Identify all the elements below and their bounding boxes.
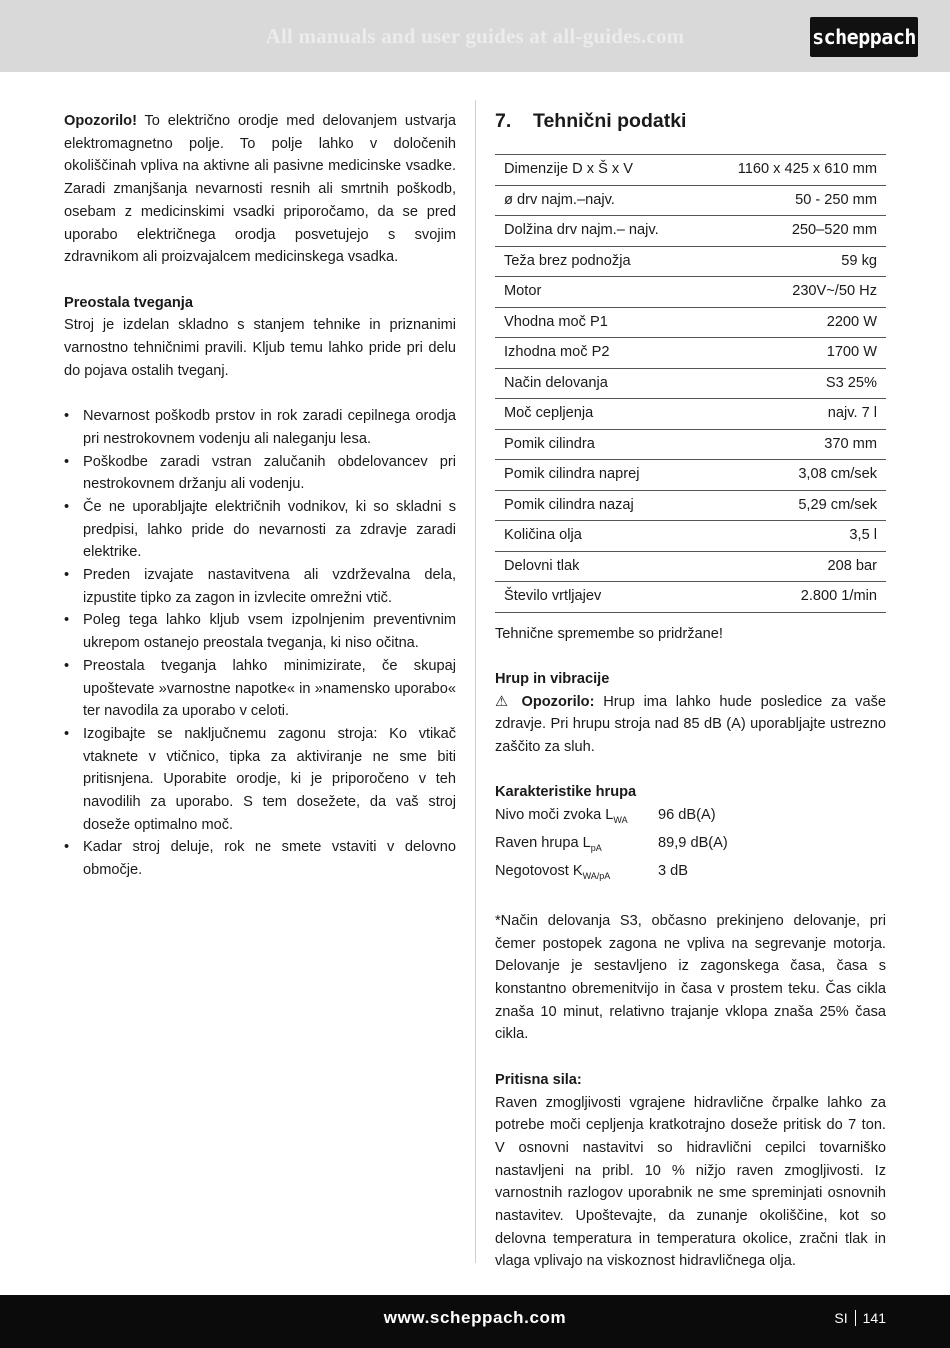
spec-label: Izhodna moč P2: [495, 338, 705, 369]
warning-text: To električno orodje med delovanjem ustvarja elektromagnetno polje. To polje lahko v določenih okoliščinah vpliva na aktivne ali pasivne medicinske vsadke. Zaradi zmanjšanja nevarnosti resnih ali smrtnih poškodb, osebam z medicinskimi vsadki priporočamo, da se pred uporabo električnega orodja posvetujejo s svojim zdravnikom ali proizvajalcem medicinskega vsadka.: [64, 113, 456, 266]
spec-label: Vhodna moč P1: [495, 307, 705, 338]
noise-row: [495, 832, 886, 860]
residual-risks-text: Stroj je izdelan skladno s stanjem tehnike in priznanimi varnostno tehničnimi pravili. Kljub temu lahko pride pri delu do pojava ostalih tveganj.: [64, 317, 456, 379]
spacer: [495, 887, 886, 910]
header-bar: [0, 0, 950, 72]
list-item: • Če ne uporabljajte električnih vodnikov, ki so skladni s predpisi, lahko pride do nevarnosti za zdravje zaradi elektrike.: [64, 496, 456, 564]
spec-label: Delovni tlak: [495, 551, 705, 582]
spec-value: najv. 7 l: [705, 399, 886, 430]
watermark-text: All manuals and user guides at all-guides.com: [265, 24, 685, 48]
spec-label: ø drv najm.–najv.: [495, 185, 705, 216]
list-item: • Preostala tveganja lahko minimizirate, če skupaj upoštevate »varnostne napotke« in »namensko uporabo« ter navodila za uporabo v celoti.: [64, 655, 456, 723]
noise-label-text: Raven hrupa L: [495, 834, 591, 851]
table-row: [495, 307, 886, 338]
list-item: • Izogibajte se naključnemu zagonu stroja: Ko vtikač vtaknete v vtičnico, tipka za aktiviranje ne sme biti pritisnjena. Uporabite orodje, ki je priporočeno v teh navodilih za uporabo. S tem dosežete, da vaš stroj doseže optimalno moč.: [64, 723, 456, 837]
spec-label: Teža brez podnožja: [495, 246, 705, 277]
table-row: [495, 216, 886, 247]
spec-value: 370 mm: [705, 429, 886, 460]
list-item: • Nevarnost poškodb prstov in rok zaradi cepilnega orodja pri nestrokovnem vodenju ali naleganju lesa.: [64, 405, 456, 450]
spec-value: 50 - 250 mm: [705, 185, 886, 216]
table-row: [495, 490, 886, 521]
spec-label: Moč cepljenja: [495, 399, 705, 430]
spec-value: 208 bar: [705, 551, 886, 582]
noise-row: [495, 804, 886, 832]
column-divider: [475, 100, 476, 1263]
noise-title: Hrup in vibracije: [495, 670, 610, 687]
table-row: [495, 368, 886, 399]
table-row: [495, 521, 886, 552]
noise-characteristics-title: Karakteristike hrupa: [495, 784, 637, 801]
list-item: • Poškodbe zaradi vstran zalučanih obdelovancev pri nestrokovnem držanju ali vodenju.: [64, 451, 456, 496]
spec-value: 1700 W: [705, 338, 886, 369]
page-number: 141: [862, 1310, 886, 1326]
noise-label-subscript: WA/pA: [582, 870, 611, 881]
table-row: [495, 185, 886, 216]
spec-value: 3,5 l: [705, 521, 886, 552]
page-indicator: [834, 1310, 886, 1326]
section-heading: [495, 104, 886, 138]
residual-risks-title: Preostala tveganja: [64, 294, 193, 311]
operating-mode-note: *Način delovanja S3, občasno prekinjeno delovanje, pri čemer postopek zagona ne vpliva na segrevanje motorja. Delovanje je sestavljeno iz zagonskega časa, časa s konstantno obremenitvijo in časa v prostem teku. Čas cikla znaša 10 minut, relativno trajanje vklopa znaša 25% časa cikla.: [495, 912, 886, 1043]
pressure-title: Pritisna sila:: [495, 1071, 582, 1088]
spec-label: Dimenzije D x Š x V: [495, 155, 705, 186]
spec-label: Pomik cilindra nazaj: [495, 490, 705, 521]
noise-label: [495, 860, 658, 888]
noise-value: 89,9 dB(A): [658, 834, 728, 851]
spec-value: 250–520 mm: [705, 216, 886, 247]
spec-label: Pomik cilindra naprej: [495, 460, 705, 491]
footer-url[interactable]: www.scheppach.com: [383, 1308, 567, 1327]
spec-value: 59 kg: [705, 246, 886, 277]
left-column: [64, 110, 456, 882]
changes-note: Tehnične spremembe so pridržane!: [495, 625, 723, 642]
spec-label: Količina olja: [495, 521, 705, 552]
noise-label: [495, 804, 658, 832]
spec-value: 1160 x 425 x 610 mm: [705, 155, 886, 186]
list-item: • Preden izvajate nastavitvena ali vzdrževalna dela, izpustite tipko za zagon in izvlecite omrežni vtič.: [64, 564, 456, 609]
table-row: [495, 399, 886, 430]
pressure-text: Raven zmogljivosti vgrajene hidravlične črpalke lahko za potrebe moči cepljenja kratkotrajno doseže pritisk do 7 ton. V osnovni nastavitvi so hidravlični cepilci tovarniško nastavljeni na pribl. 10 % nižjo raven zmogljivosti. Iz varnostnih razlogov uporabnik ne sme spreminjati osnovnih nastavitev. Upoštevajte, da zunanje okoliščine, kot so delovna temperatura in temperatura okolice, zračni tlak in vlaga vplivajo na viskoznost hidravličnega olja.: [495, 1094, 886, 1270]
table-row: [495, 277, 886, 308]
spec-value: 230V~/50 Hz: [705, 277, 886, 308]
right-column: [495, 104, 886, 1273]
spec-label: Način delovanja: [495, 368, 705, 399]
noise-label-text: Negotovost K: [495, 862, 583, 879]
noise-value: 96 dB(A): [658, 807, 716, 824]
spec-label: Motor: [495, 277, 705, 308]
table-row: [495, 338, 886, 369]
footer-bar: [0, 1295, 950, 1348]
table-row: [495, 460, 886, 491]
list-item: • Poleg tega lahko kljub vsem izpolnjenim preventivnim ukrepom ostanejo preostala tveganja, ki niso očitna.: [64, 609, 456, 654]
risk-list: [64, 405, 456, 882]
noise-warning: [495, 691, 886, 759]
table-row: [495, 246, 886, 277]
spec-value: S3 25%: [705, 368, 886, 399]
language-code: SI: [834, 1310, 848, 1326]
implant-warning: [64, 110, 456, 269]
warning-label: Opozorilo!: [64, 113, 137, 129]
specs-table: [495, 154, 886, 613]
table-row: [495, 429, 886, 460]
noise-warning-text: Hrup ima lahko hude posledice za vaše zdravje. Pri hrupu stroja nad 85 dB (A) uporabljajte ustrezno zaščito za sluh.: [495, 693, 886, 755]
noise-row: [495, 860, 886, 888]
list-item: • Kadar stroj deluje, rok ne smete vstaviti v delovno območje.: [64, 836, 456, 881]
spec-value: 2200 W: [705, 307, 886, 338]
noise-warning-label: Opozorilo:: [521, 693, 595, 710]
scheppach-logo: scheppach: [810, 17, 918, 57]
spec-label: Pomik cilindra: [495, 429, 705, 460]
spec-label: Dolžina drv najm.– najv.: [495, 216, 705, 247]
noise-value: 3 dB: [658, 862, 689, 879]
spec-value: 5,29 cm/sek: [705, 490, 886, 521]
noise-label-text: Nivo moči zvoka L: [495, 807, 614, 824]
warning-triangle-icon: ⚠: [495, 693, 513, 710]
section-number: 7.: [495, 110, 512, 132]
table-row: [495, 582, 886, 613]
spec-value: 3,08 cm/sek: [705, 460, 886, 491]
table-row: [495, 551, 886, 582]
noise-label-subscript: pA: [590, 842, 602, 853]
divider: [855, 1310, 856, 1326]
table-row: [495, 155, 886, 186]
section-title: Tehnični podatki: [533, 110, 687, 132]
noise-label: [495, 832, 658, 860]
noise-label-subscript: WA: [613, 815, 628, 826]
spec-value: 2.800 1/min: [705, 582, 886, 613]
spec-label: Število vrtljajev: [495, 582, 705, 613]
